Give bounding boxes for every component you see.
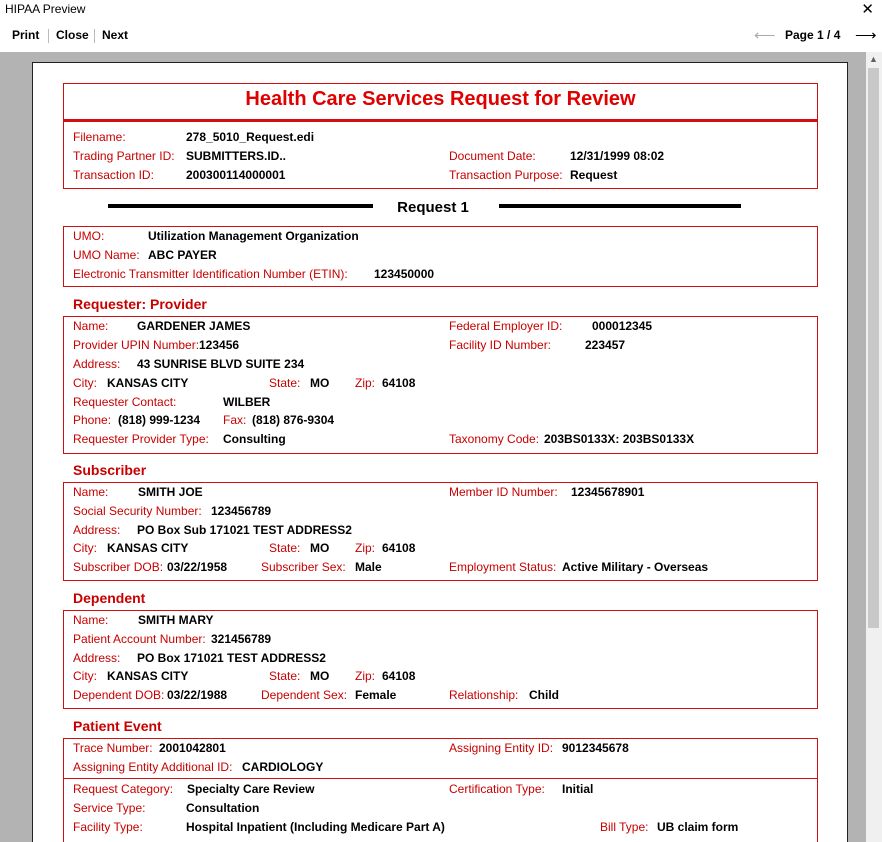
scrollbar-thumb[interactable] xyxy=(868,68,879,628)
taxonomy-label: Taxonomy Code: xyxy=(449,432,540,446)
requester-box xyxy=(63,316,818,454)
relationship-label: Relationship: xyxy=(449,688,519,702)
subscriber-zip-label: Zip: xyxy=(355,541,376,555)
next-page-arrow-icon[interactable]: ⟶ xyxy=(855,27,877,44)
requester-contact-value: WILBER xyxy=(223,395,271,409)
subscriber-name-value: SMITH JOE xyxy=(138,485,203,499)
service-type-label: Service Type: xyxy=(73,801,146,815)
etin-label: Electronic Transmitter Identification Number (ETIN): xyxy=(73,267,348,281)
umo-label: UMO: xyxy=(73,229,105,243)
title-divider xyxy=(64,119,817,122)
relationship-value: Child xyxy=(529,688,559,702)
taxonomy-value: 203BS0133X: 203BS0133X xyxy=(544,432,695,446)
dependent-zip-value: 64108 xyxy=(382,669,416,683)
requester-section-title: Requester: Provider xyxy=(73,296,207,312)
requester-zip-value: 64108 xyxy=(382,376,416,390)
bill-type-value: UB claim form xyxy=(657,820,739,834)
fein-label: Federal Employer ID: xyxy=(449,319,563,333)
umo-name-value: ABC PAYER xyxy=(148,248,217,262)
page-indicator: Page 1 / 4 xyxy=(785,28,841,42)
next-button[interactable]: Next xyxy=(102,28,129,42)
subscriber-zip-value: 64108 xyxy=(382,541,416,555)
dependent-dob-value: 03/22/1988 xyxy=(167,688,228,702)
scroll-up-arrow-icon[interactable]: ▲ xyxy=(869,54,878,64)
request-category-label: Request Category: xyxy=(73,782,174,796)
subscriber-section-title: Subscriber xyxy=(73,462,147,478)
dependent-name-label: Name: xyxy=(73,613,109,627)
document-page xyxy=(32,62,848,842)
ssn-value: 123456789 xyxy=(211,504,272,518)
dependent-city-value: KANSAS CITY xyxy=(107,669,189,683)
requester-state-value: MO xyxy=(310,376,330,390)
requester-zip-label: Zip: xyxy=(355,376,376,390)
ssn-label: Social Security Number: xyxy=(73,504,202,518)
dependent-name-value: SMITH MARY xyxy=(138,613,214,627)
header-box xyxy=(63,83,818,189)
dependent-address-value: PO Box 171021 TEST ADDRESS2 xyxy=(137,651,326,665)
assigning-entity-label: Assigning Entity ID: xyxy=(449,741,554,755)
close-window-icon[interactable]: ✕ xyxy=(861,1,874,18)
facility-id-label: Facility ID Number: xyxy=(449,338,552,352)
account-number-value: 321456789 xyxy=(211,632,272,646)
subscriber-sex-value: Male xyxy=(355,560,382,574)
filename-value: 278_5010_Request.edi xyxy=(186,130,315,144)
previous-page-arrow-icon[interactable]: ⟵ xyxy=(754,27,776,44)
subscriber-sex-label: Subscriber Sex: xyxy=(261,560,346,574)
request-title: Request 1 xyxy=(397,199,469,216)
transaction-purpose-label: Transaction Purpose: xyxy=(449,168,563,182)
member-id-value: 12345678901 xyxy=(571,485,645,499)
umo-name-label: UMO Name: xyxy=(73,248,140,262)
subscriber-address-value: PO Box Sub 171021 TEST ADDRESS2 xyxy=(137,523,352,537)
dependent-state-label: State: xyxy=(269,669,301,683)
patient-event-box xyxy=(63,738,818,779)
service-type-value: Consultation xyxy=(186,801,260,815)
document-date-value: 12/31/1999 08:02 xyxy=(570,149,665,163)
dependent-dob-label: Dependent DOB: xyxy=(73,688,165,702)
dependent-box xyxy=(63,610,818,709)
request-category-value: Specialty Care Review xyxy=(187,782,315,796)
facility-id-value: 223457 xyxy=(585,338,626,352)
transaction-id-label: Transaction ID: xyxy=(73,168,154,182)
assigning-entity-value: 9012345678 xyxy=(562,741,629,755)
requester-contact-label: Requester Contact: xyxy=(73,395,177,409)
umo-value: Utilization Management Organization xyxy=(148,229,359,243)
dependent-state-value: MO xyxy=(310,669,330,683)
certification-type-value: Initial xyxy=(562,782,594,796)
fein-value: 000012345 xyxy=(592,319,653,333)
phone-value: (818) 999-1234 xyxy=(118,413,201,427)
trading-partner-value: SUBMITTERS.ID.. xyxy=(186,149,287,163)
bill-type-label: Bill Type: xyxy=(600,820,649,834)
requester-name-label: Name: xyxy=(73,319,109,333)
upin-label: Provider UPIN Number: xyxy=(73,338,200,352)
document-title: Health Care Services Request for Review xyxy=(245,88,636,110)
subscriber-city-value: KANSAS CITY xyxy=(107,541,189,555)
trace-number-value: 2001042801 xyxy=(159,741,226,755)
requester-address-value: 43 SUNRISE BLVD SUITE 234 xyxy=(137,357,305,371)
facility-type-label: Facility Type: xyxy=(73,820,143,834)
request-details-box xyxy=(63,778,818,842)
requester-state-label: State: xyxy=(269,376,301,390)
subscriber-state-value: MO xyxy=(310,541,330,555)
toolbar-separator xyxy=(48,29,49,43)
employment-status-label: Employment Status: xyxy=(449,560,557,574)
transaction-id-value: 200300114000001 xyxy=(186,168,286,182)
transaction-purpose-value: Request xyxy=(570,168,618,182)
requester-name-value: GARDENER JAMES xyxy=(137,319,251,333)
dependent-sex-label: Dependent Sex: xyxy=(261,688,348,702)
document-date-label: Document Date: xyxy=(449,149,536,163)
print-button[interactable]: Print xyxy=(12,28,40,42)
patient-event-section-title: Patient Event xyxy=(73,718,162,734)
filename-label: Filename: xyxy=(73,130,126,144)
dependent-city-label: City: xyxy=(73,669,97,683)
requester-type-value: Consulting xyxy=(223,432,286,446)
window-title: HIPAA Preview xyxy=(5,2,86,16)
request-bar-right xyxy=(499,204,741,208)
facility-type-value: Hospital Inpatient (Including Medicare Part A) xyxy=(186,820,445,834)
window-titlebar xyxy=(0,0,882,20)
member-id-label: Member ID Number: xyxy=(449,485,558,499)
umo-box xyxy=(63,226,818,287)
requester-address-label: Address: xyxy=(73,357,121,371)
upin-value: 123456 xyxy=(199,338,240,352)
etin-value: 123450000 xyxy=(374,267,435,281)
close-button[interactable]: Close xyxy=(56,28,89,42)
request-bar-left xyxy=(108,204,373,208)
dependent-zip-label: Zip: xyxy=(355,669,376,683)
dependent-sex-value: Female xyxy=(355,688,397,702)
vertical-scrollbar[interactable] xyxy=(866,52,882,842)
phone-label: Phone: xyxy=(73,413,112,427)
requester-type-label: Requester Provider Type: xyxy=(73,432,209,446)
toolbar-separator xyxy=(94,29,95,43)
subscriber-dob-label: Subscriber DOB: xyxy=(73,560,164,574)
requester-city-value: KANSAS CITY xyxy=(107,376,189,390)
trace-number-label: Trace Number: xyxy=(73,741,153,755)
additional-id-value: CARDIOLOGY xyxy=(242,760,324,774)
subscriber-box xyxy=(63,482,818,581)
subscriber-address-label: Address: xyxy=(73,523,121,537)
subscriber-state-label: State: xyxy=(269,541,301,555)
subscriber-city-label: City: xyxy=(73,541,97,555)
fax-label: Fax: xyxy=(223,413,247,427)
certification-type-label: Certification Type: xyxy=(449,782,545,796)
dependent-section-title: Dependent xyxy=(73,590,146,606)
additional-id-label: Assigning Entity Additional ID: xyxy=(73,760,233,774)
trading-partner-label: Trading Partner ID: xyxy=(73,149,175,163)
fax-value: (818) 876-9304 xyxy=(252,413,335,427)
employment-status-value: Active Military - Overseas xyxy=(562,560,709,574)
document-viewer[interactable] xyxy=(0,52,866,842)
subscriber-name-label: Name: xyxy=(73,485,109,499)
account-number-label: Patient Account Number: xyxy=(73,632,206,646)
requester-city-label: City: xyxy=(73,376,97,390)
subscriber-dob-value: 03/22/1958 xyxy=(167,560,228,574)
toolbar xyxy=(0,24,882,48)
dependent-address-label: Address: xyxy=(73,651,121,665)
